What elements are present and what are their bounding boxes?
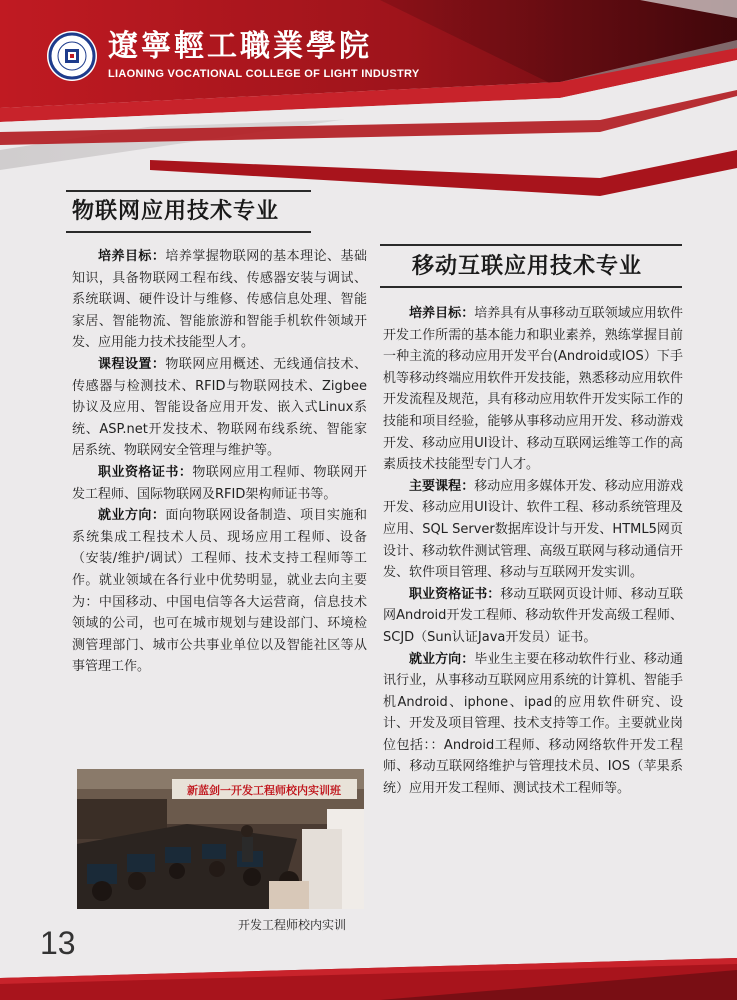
right-title-bottom-rule [380, 286, 682, 288]
right-paragraph-goal: 培养目标：培养具有从事移动互联领域应用软件开发工作所需的基本能力和职业素养，熟练掌握目前一种主流的移动应用开发平台(Android或IOS）下手机等移动终端应用软件开发技能，熟悉移动应用软件开发流程及规范，具有移动应用软件开发实际工作的技能和项目经验，能够从事移动应用开发、移动游戏开发、移动应用UI设计、移动互联网运维等工作的高素质技术技能型专门人才。 [383, 306, 683, 473]
right-paragraph-employment: 就业方向：毕业生主要在移动软件行业、移动通讯行业，从事移动互联网应用系统的计算机、智能手机Android、iphone、ipad的应用软件研究、设计、开发及项目管理、技术支持等工作。主要就业岗位包括：：Android工程师、移动网络软件开发工程师、移动互联网络维护与管理技术员、IOS（苹果系统）应用开发工程师、测试技术工程师等。 [383, 651, 683, 797]
right-paragraph-courses: 主要课程：移动应用多媒体开发、移动应用游戏开发、移动应用UI设计、软件工程、移动系统管理及应用、SQL Server数据库设计与开发、HTML5网页设计、移动软件测试管理、高级互联网与移动通信开发、软件项目管理、移动与互联网开发实训。 [383, 478, 683, 581]
page-number: 13 [40, 925, 76, 961]
college-name-english: LIAONING VOCATIONAL COLLEGE OF LIGHT INDUSTRY [108, 68, 420, 80]
footer-banner [0, 940, 737, 1000]
left-paragraph-goal: 培养目标：培养掌握物联网的基本理论、基础知识，具备物联网工程布线、传感器安装与调试、系统联调、硬件设计与维修、传感信息处理、智能家居、智能物流、智能旅游和智能手机软件领域开发、应用能力技术技能型人才。 [72, 249, 367, 351]
right-title-top-rule [380, 244, 682, 246]
college-name-chinese: 遼寧輕工職業學院 [108, 29, 372, 64]
training-class-photo [77, 769, 364, 909]
photo-caption: 开发工程师校内实训 [238, 918, 347, 932]
right-section-body [383, 303, 683, 800]
right-section-title: 移动互联应用技术专业 [412, 254, 643, 279]
college-logo-icon [46, 30, 98, 82]
left-section-title: 物联网应用技术专业 [72, 199, 280, 224]
photo-banner-text: 新蓝剑一开发工程师校内实训班 [187, 784, 341, 797]
left-title-bottom-rule [66, 231, 311, 233]
left-paragraph-courses: 课程设置：物联网应用概述、无线通信技术、传感器与检测技术、RFID与物联网技术、Zigbee协议及应用、智能设备应用开发、嵌入式Linux系统、ASP.net开发技术、物联网布线系统、智能家居系统、物联网安全管理与维护等。 [72, 356, 367, 459]
left-title-top-rule [66, 190, 311, 192]
right-paragraph-certificates: 职业资格证书：移动互联网页设计师、移动互联网Android开发工程师、移动软件开发高级工程师、SCJD（Sun认证Java开发员）证书。 [383, 586, 683, 645]
left-paragraph-certificates: 职业资格证书：物联网应用工程师、物联网开发工程师、国际物联网及RFID架构师证书等。 [72, 464, 367, 502]
left-paragraph-employment: 就业方向：面向物联网设备制造、项目实施和系统集成工程技术人员、现场应用工程师、设备（安装/维护/调试）工程师、技术支持工程师等工作。就业领域在各行业中优势明显，就业去向主要为：中国移动、中国电信等各大运营商，信息技术领域的公司，也可在城市规划与建设部门、环境检测管理部门、城市公共事业单位以及智能社区等从事管理工作。 [72, 508, 367, 675]
left-section-body [72, 246, 367, 678]
